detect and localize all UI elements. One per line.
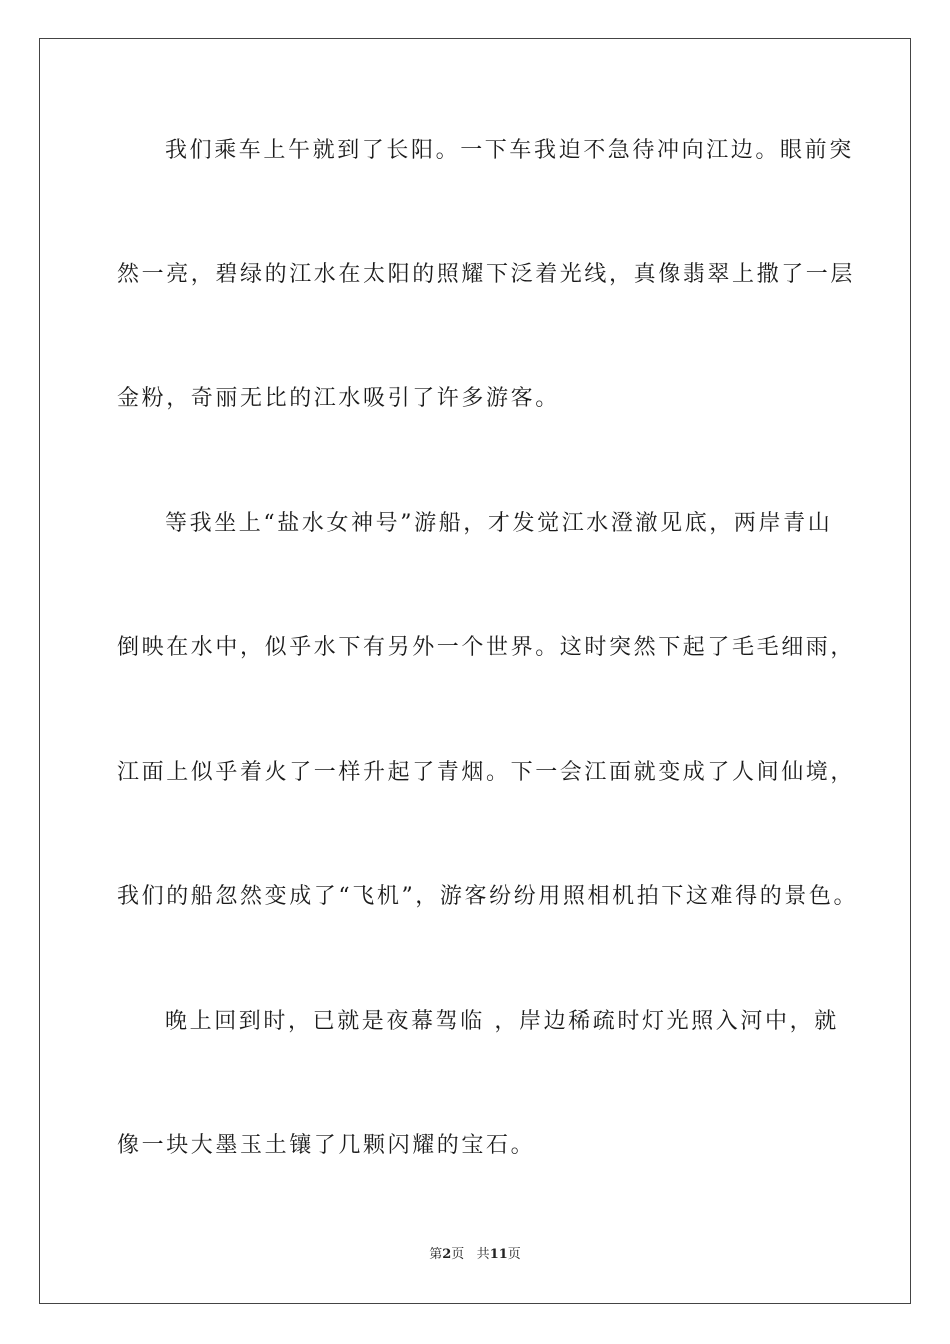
paragraph-2-line-2: 倒映在水中，似乎水下有另外一个世界。这时突然下起了毛毛细雨，: [117, 635, 856, 660]
total-suffix: 页: [507, 1247, 521, 1262]
total-prefix: 共: [476, 1247, 490, 1262]
paragraph-2-line-4: 我们的船忽然变成了“飞机”，游客纷纷用照相机拍下这难得的景色。: [117, 884, 859, 909]
page-suffix: 页: [451, 1247, 465, 1262]
paragraph-2-line-3: 江面上似乎着火了一样升起了青烟。下一会江面就变成了人间仙境，: [117, 760, 856, 785]
current-page-number: 2: [442, 1247, 452, 1262]
paragraph-1-line-3: 金粉，奇丽无比的江水吸引了许多游客。: [117, 386, 560, 411]
page-footer: [0, 1246, 950, 1264]
page-prefix: 第: [429, 1247, 443, 1262]
paragraph-3-line-1: 晚上回到时，已就是夜幕驾临 ，岸边稀疏时灯光照入河中，就: [165, 1009, 839, 1034]
paragraph-1-line-2: 然一亮，碧绿的江水在太阳的照耀下泛着光线，真像翡翠上撒了一层: [117, 262, 856, 287]
paragraph-3-line-2: 像一块大墨玉土镶了几颗闪耀的宝石。: [117, 1133, 536, 1158]
total-page-count: 11: [489, 1247, 508, 1262]
paragraph-2-line-1: 等我坐上“盐水女神号”游船，才发觉江水澄澈见底，两岸青山: [165, 511, 833, 536]
page-border: [39, 38, 911, 1304]
paragraph-1-line-1: 我们乘车上午就到了长阳。一下车我迫不急待冲向江边。眼前突: [165, 138, 854, 163]
